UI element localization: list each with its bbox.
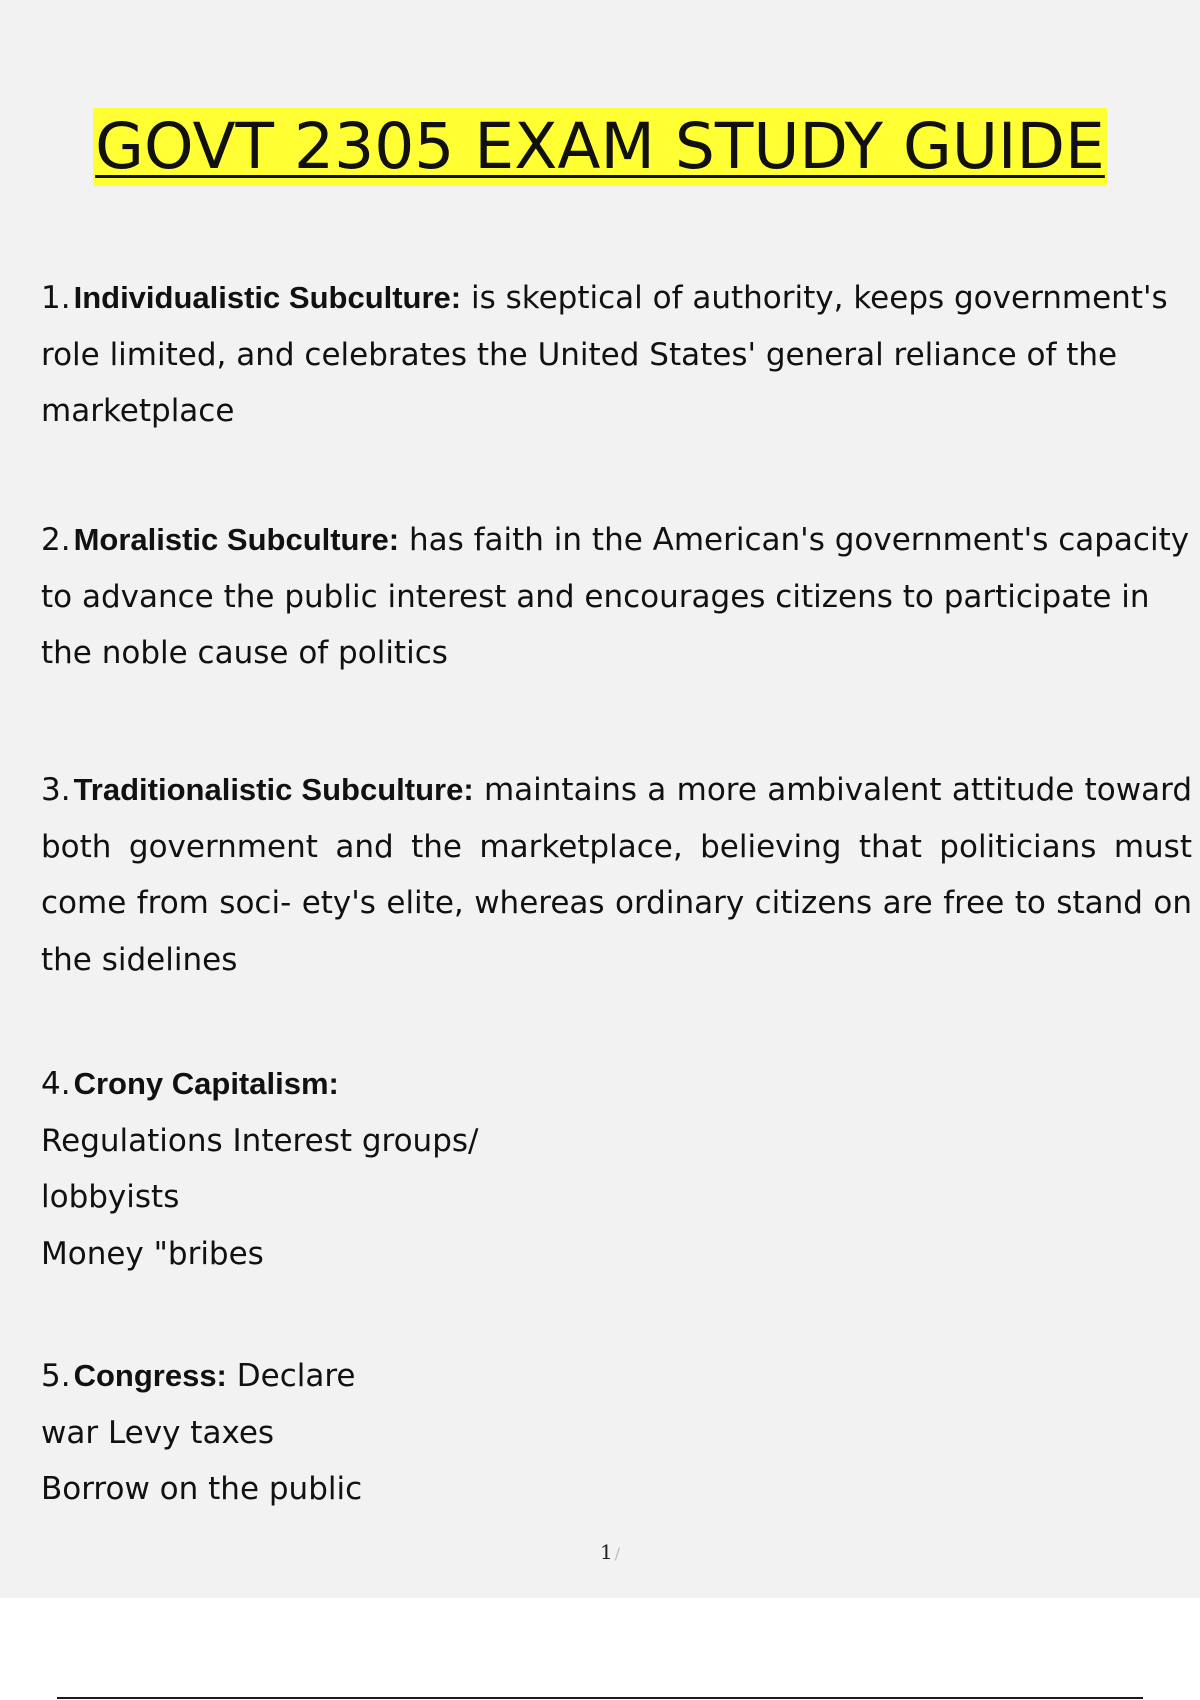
entry-heading-line (41, 1348, 1192, 1405)
page-number-value: 1 (599, 1540, 613, 1564)
entry-individualistic-subculture (41, 270, 1192, 440)
entry-detail-line: Borrow on the public (41, 1471, 363, 1507)
page-number-suffix: / (614, 1544, 621, 1563)
entry-detail-line: lobbyists (41, 1179, 180, 1215)
page-number (0, 1540, 1200, 1564)
entry-heading-line (41, 1056, 1192, 1113)
entry-moralistic-subculture (41, 512, 1192, 682)
entry-crony-capitalism (41, 1056, 1192, 1282)
footer-rule (57, 1697, 1143, 1699)
entry-term: Traditionalistic Subculture: (73, 772, 474, 807)
entry-number: 3. (41, 772, 71, 808)
entry-number: 2. (41, 522, 71, 558)
document-title-container (0, 108, 1200, 186)
entry-number: 1. (41, 280, 71, 316)
entry-definition: maintains a more ambivalent attitude toward both government and the marketplace, believing that politicians must come from soci- ety's elite, whereas ordinary citizens are free to stand on the sidelines (41, 772, 1193, 978)
entry-detail-line: war Levy taxes (41, 1414, 275, 1451)
entry-number: 4. (41, 1066, 71, 1102)
entry-traditionalistic-subculture (41, 762, 1192, 988)
entry-term: Congress: (73, 1358, 227, 1393)
entry-detail-line: Money "bribes (41, 1235, 264, 1272)
document-title: GOVT 2305 EXAM STUDY GUIDE (93, 108, 1107, 186)
entry-term: Moralistic Subculture: (73, 522, 400, 557)
entry-definition: Declare (226, 1358, 356, 1394)
entry-number: 5. (41, 1358, 71, 1394)
entry-congress (41, 1348, 1192, 1518)
entry-definition: is skeptical of authority, keeps government's role limited, and celebrates the United States' general reliance of the marketplace (41, 280, 1168, 429)
entry-detail-line: Regulations Interest groups/ (41, 1122, 479, 1159)
entry-definition: has faith in the American's government's capacity to advance the public interest and encourages citizens to participate in the noble cause of politics (41, 522, 1190, 671)
entry-term: Crony Capitalism: (73, 1066, 339, 1101)
entry-term: Individualistic Subculture: (73, 280, 462, 315)
